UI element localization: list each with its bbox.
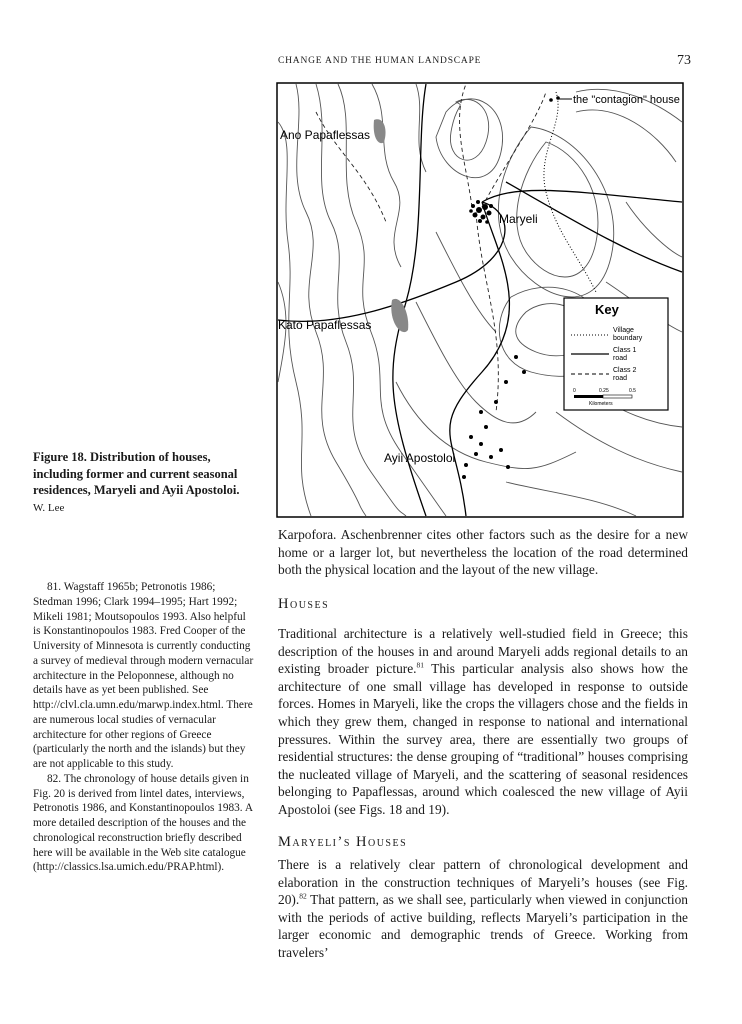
key-scale-05: 0.5 [629,388,636,394]
footnotes [33,580,255,875]
key-village-1: Village [613,327,634,334]
map-key [564,298,668,410]
key-scale-025: 0.25 [599,388,609,394]
body-paragraph-2: Traditional architecture is a relatively well-studied field in Greece; this description of the houses in and around Maryeli adds regional details to an existing broader picture.$^{81}$ This particular analysis also shows how the architecture of one small village has developed in response to outside forces. Homes in Maryeli, like the crops the villagers chose and the fields in which they grew them, changed in response to national and international pressures. Within the survey area, there are essentially two groups of residential structures: the dense grouping of “traditional” houses comprising the nucleated village of Maryeli, and the scattering of seasonal residences belonging to Papaflessas, around which coalesced the new village of Ayii Apostoloi (see Figs. 18 and 19). [278,626,688,817]
key-class1-1: Class 1 [613,347,637,354]
label-ano-papaflessas: Ano Papaflessas [280,128,371,142]
label-ayii-apostoloi: Ayii Apostoloi [384,451,456,465]
running-head: CHANGE AND THE HUMAN LANDSCAPE [278,56,482,66]
footnote-81: 81. Wagstaff 1965b; Petronotis 1986; Stedman 1996; Clark 1994–1995; Hart 1992; Mikeli 1981; Moutsopoulos 1993. Also helpful is Konstantinopoulos 1983. Fred Cooper of the University of Minnesota is currently conducting a survey of medieval through modern vernacular architecture in the Peloponnese, although no details have as yet been published. See http://clvl.cla.umn.edu/marwp.index.html. There are numerous local studies of vernacular architecture for other regions of Greece (particularly the north and the islands) but they are not applicable to this study. [33,581,254,770]
key-scale-unit: Kilometers [589,401,613,407]
label-maryeli: Maryeli [499,212,538,226]
footnote-ref-82: 82 [299,891,307,901]
footnote-82: 82. The chronology of house details given in Fig. 20 is derived from lintel dates, interviews, Petronotis 1986, and Konstantinopoulos 1983. A more detailed description of the houses and the chronological reconstruction briefly described here will be available in the Web site catalogue (http://classics.lsa.umich.edu/PRAP.html). [33,772,253,874]
key-title: Key [595,302,619,317]
heading-houses: Houses [278,596,330,612]
label-kato-papaflessas: Kato Papaflessas [278,318,372,332]
page-number: 73 [677,53,691,68]
caption-credit: W. Lee [33,501,65,514]
footnote-ref-81: 81 [416,660,425,670]
figure-caption [33,449,248,516]
distribution-map [276,82,684,518]
key-class2-2: road [613,375,628,382]
body-paragraph-3: There is a relatively clear pattern of chronological development and elaboration in the construction techniques of Maryeli’s houses (see Fig. 20).$^{82}$ That pattern, as we shall see, particularly when viewed in conjunction with the periods of active building, reflects Maryeli’s participation in the larger economic and demographic trends of Greece. Working from travelers’ [278,857,688,960]
body-paragraph-1: Karpofora. Aschenbrenner cites other factors such as the desire for a new home or a larger lot, but nevertheless the location of the road determined both the physical location and the layout of the new village. [278,527,688,578]
heading-maryeli-houses: Maryeli’s Houses [278,834,408,850]
key-scale-0: 0 [573,388,576,394]
label-contagion: the "contagion" house [573,94,680,106]
key-class2-1: Class 2 [613,367,637,374]
caption-text: Figure 18. Distribution of houses, including former and current seasonal residences, Maryeli and Ayii Apostoloi. [33,450,240,497]
key-village-2: boundary [613,335,643,342]
key-class1-2: road [613,355,628,362]
